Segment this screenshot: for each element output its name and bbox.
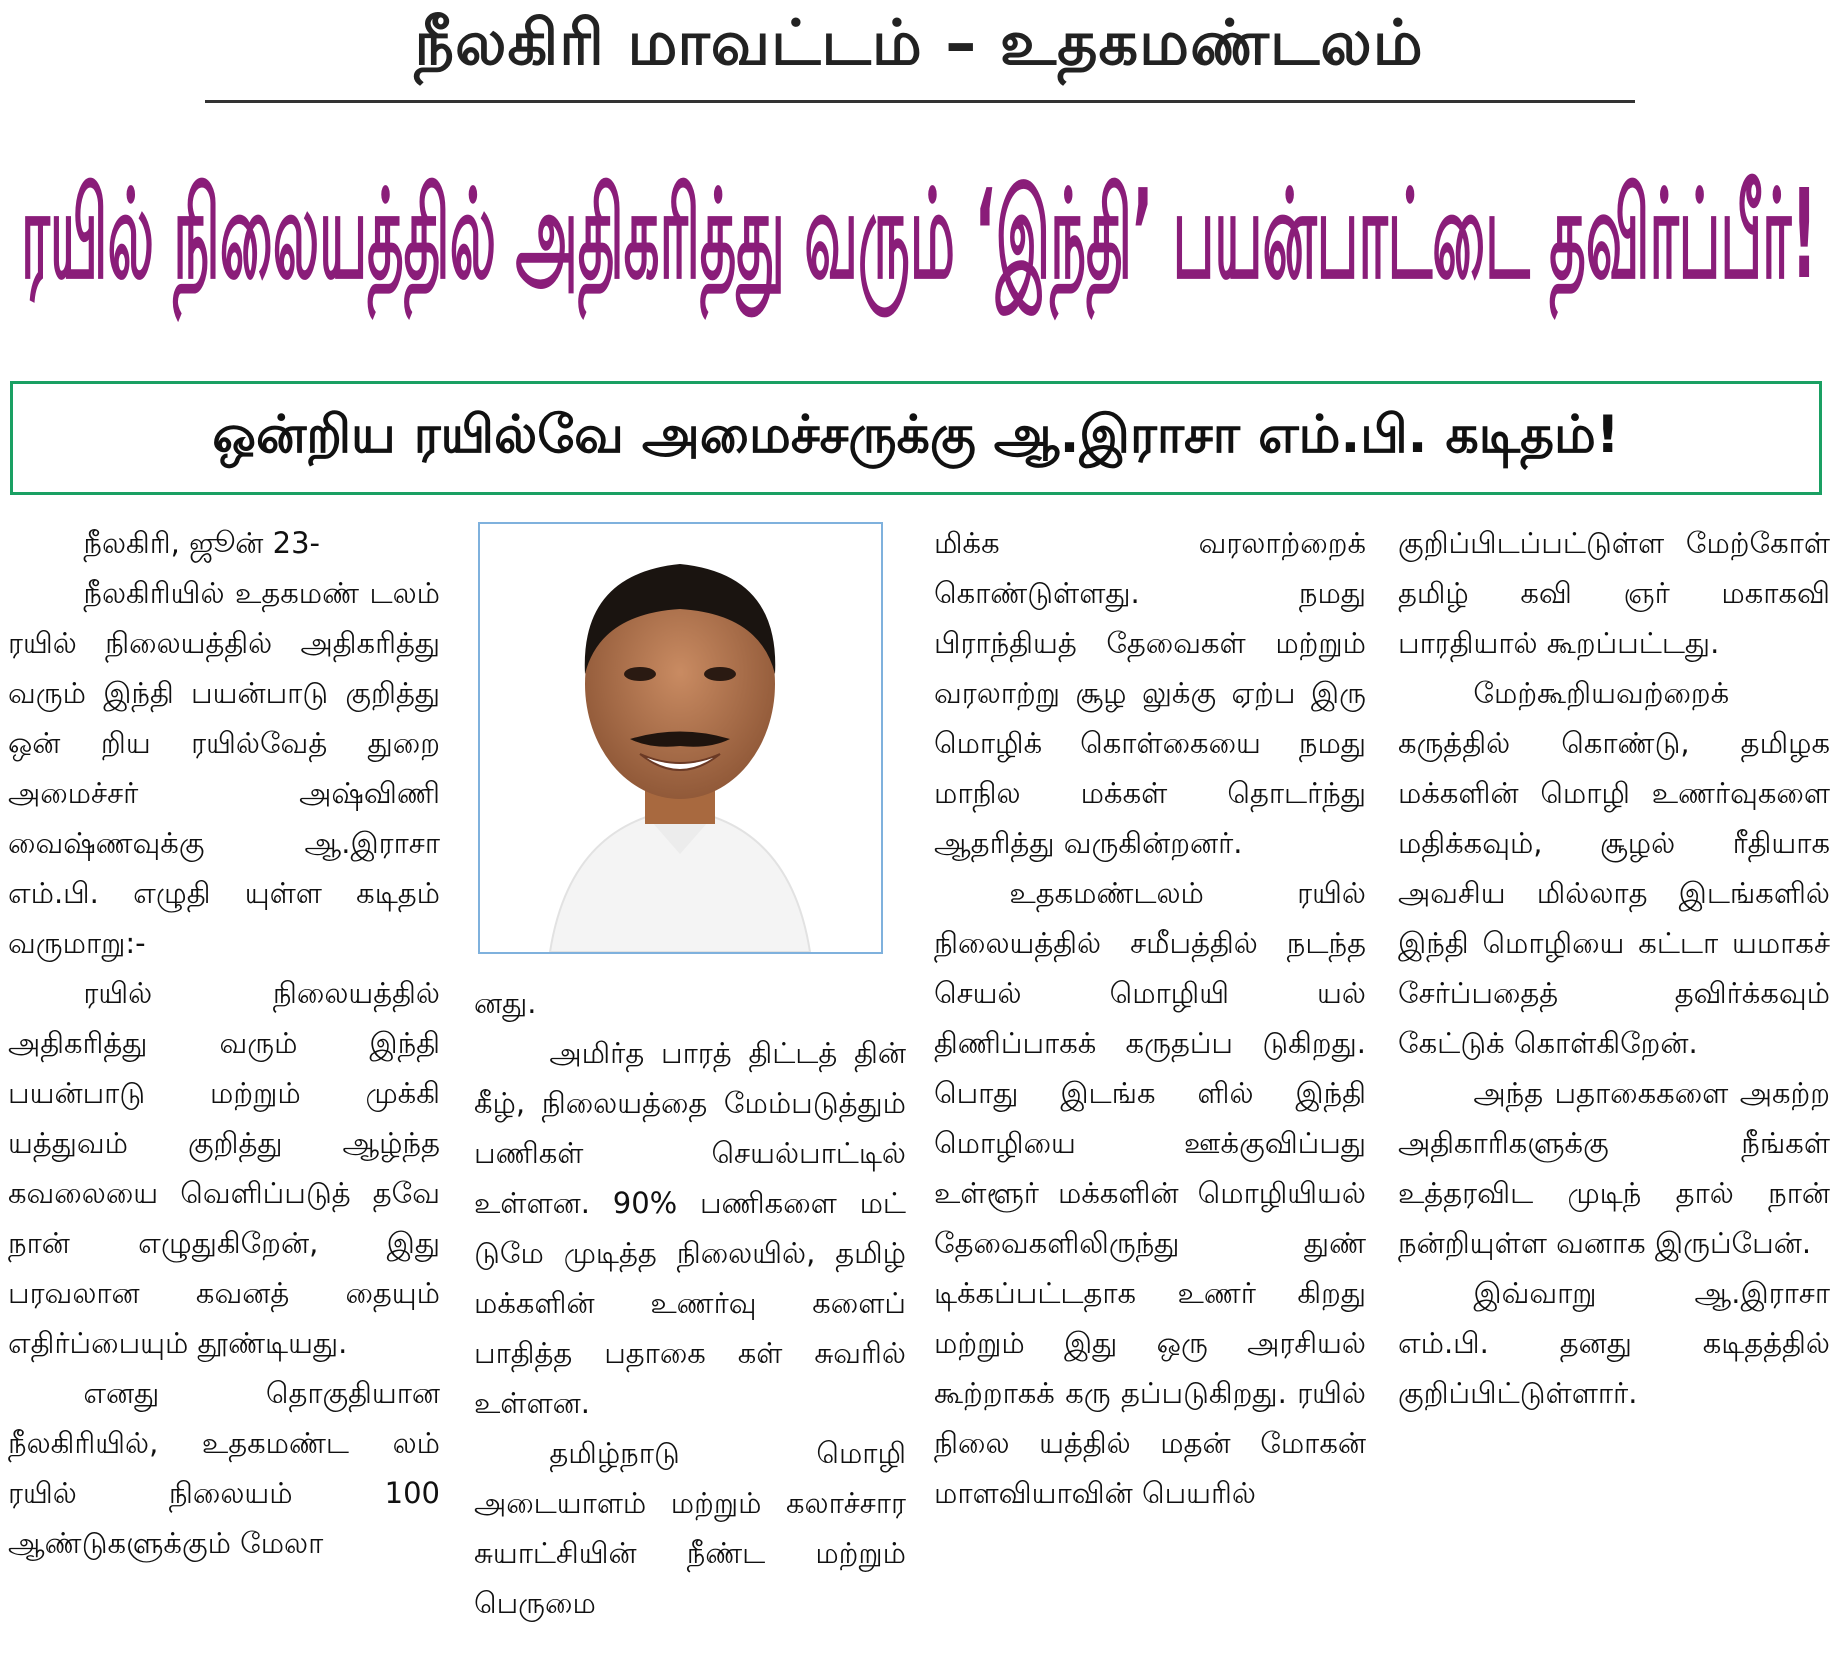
kicker-underline [205,100,1635,103]
paragraph: தமிழ்நாடு மொழி அடையாளம் மற்றும் கலாச்சார சுயாட்சியின் நீண்ட மற்றும் பெருமை [474,1436,906,1620]
subheadline-text: ஒன்றிய ரயில்வே அமைச்சருக்கு ஆ.இராசா எம்.பி. கடிதம்! [212,404,1620,465]
paragraph: ரயில் நிலையத்தில் அதிகரித்து வரும் இந்தி பயன்பாடு மற்றும் முக்கி யத்துவம் குறித்து ஆழ்ந்த கவலையை வெளிப்படுத் தவே நான் எழுதுகிறேன், இது பரவலான கவனத் தையும் எதிர்ப்பையும் தூண்டியது. [8,976,440,1360]
headline [0,112,1838,362]
portrait-photo [478,522,883,954]
article-column-2 [474,978,906,1648]
dateline: நீலகிரி, ஜூன் 23- [83,526,320,560]
paragraph: னது. [474,986,537,1020]
headline-text: ரயில் நிலையத்தில் அதிகரித்து வரும் ‘இந்தி’ பயன்பாட்டை தவிர்ப்பீர்! [21,165,1817,309]
paragraph: உதகமண்டலம் ரயில் நிலையத்தில் சமீபத்தில் நடந்த செயல் மொழியி யல் திணிப்பாகக் கருதப்ப டுகிறது. பொது இடங்க ளில் இந்தி மொழியை ஊக்குவிப்பது உள்ளூர் மக்களின் மொழியியல் தேவைகளிலிருந்து துண் டிக்கப்பட்டதாக உணர் கிறது மற்றும் இது ஒரு அரசியல் கூற்றாகக் கரு தப்படுகிறது. ரயில் நிலை யத்தில் மதன் மோகன் மாளவியாவின் பெயரில் [934,876,1366,1510]
portrait-photo-icon [480,524,881,952]
subheadline-box [10,381,1822,495]
paragraph: அமிர்த பாரத் திட்டத் தின் கீழ், நிலையத்தை மேம்படுத்தும் பணிகள் செயல்பாட்டில் உள்ளன. 90% பணிகளை மட் டுமே முடித்த நிலையில், தமிழ் மக்களின் உணர்வு களைப் பாதித்த பதாகை கள் சுவரில் உள்ளன. [474,1036,906,1420]
paragraph: நீலகிரியில் உதகமண் டலம் ரயில் நிலையத்தில் அதிகரித்து வரும் இந்தி பயன்பாடு குறித்து ஒன் றிய ரயில்வேத் துறை அமைச்சர் அஷ்விணி வைஷ்ணவுக்கு ஆ.இராசா எம்.பி. எழுதி யுள்ள கடிதம் வருமாறு:- [8,576,440,960]
paragraph: இவ்வாறு ஆ.இராசா எம்.பி. தனது கடிதத்தில் குறிப்பிட்டுள்ளார். [1398,1276,1830,1410]
paragraph: எனது தொகுதியான நீலகிரியில், உதகமண்ட லம் ரயில் நிலையம் 100 ஆண்டுகளுக்கும் மேலா [8,1376,440,1560]
paragraph: குறிப்பிடப்பட்டுள்ள மேற்கோள் தமிழ் கவி ஞர் மகாகவி பாரதியால் கூறப்பட்டது. [1398,526,1830,660]
article-column-3 [934,518,1366,1648]
paragraph: மேற்கூறியவற்றைக் கருத்தில் கொண்டு, தமிழக மக்களின் மொழி உணர்வுகளை மதிக்கவும், சூழல் ரீதியாக அவசிய மில்லாத இடங்களில் இந்தி மொழியை கட்டா யமாகச் சேர்ப்பதைத் தவிர்க்கவும் கேட்டுக் கொள்கிறேன். [1398,676,1830,1060]
paragraph: அந்த பதாகைகளை அகற்ற அதிகாரிகளுக்கு நீங்கள் உத்தரவிட முடிந் தால் நான் நன்றியுள்ள வனாக இருப்பேன். [1398,1076,1830,1260]
section-kicker: நீலகிரி மாவட்டம் – உதகமண்டலம் [414,6,1424,79]
article-column-1 [8,518,440,1648]
paragraph: மிக்க வரலாற்றைக் கொண்டுள்ளது. நமது பிராந்தியத் தேவைகள் மற்றும் வரலாற்று சூழ லுக்கு ஏற்ப இரு மொழிக் கொள்கையை நமது மாநில மக்கள் தொடர்ந்து ஆதரித்து வருகின்றனர். [934,526,1366,860]
article-column-4 [1398,518,1830,1648]
